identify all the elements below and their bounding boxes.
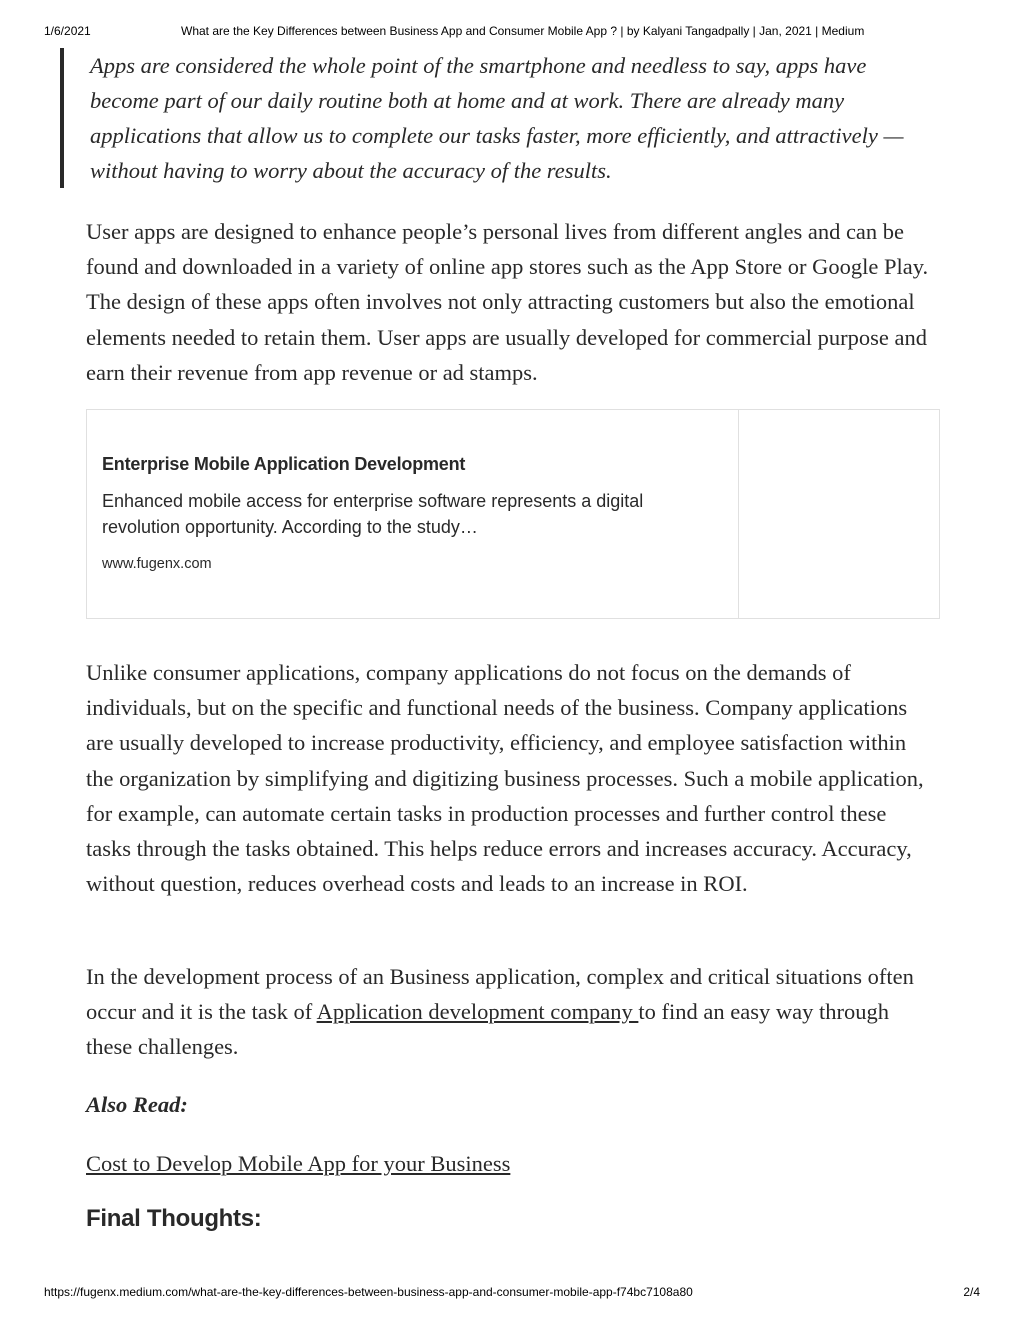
card-description: Enhanced mobile access for enterprise software represents a digital revolution opportunity. According to the study…	[102, 491, 644, 537]
print-title: What are the Key Differences between Business App and Consumer Mobile App ? | by Kalyani Tangadpally | Jan, 2021 | Medium	[181, 24, 865, 38]
paragraph-user-apps: User apps are designed to enhance people’s personal lives from different angles and can be found and downloaded in a variety of online app stores such as the App Store or Google Play. The design of these apps often involves not only attracting customers but also the emotional elements needed to retain them. User apps are usually developed for commercial purpose and earn their revenue from app revenue or ad stamps.	[86, 219, 929, 385]
print-url: https://fugenx.medium.com/what-are-the-key-differences-between-business-app-and-consumer-mobile-app-f74bc7108a80	[44, 1285, 693, 1299]
print-footer	[0, 1285, 1024, 1303]
paragraph-company-apps: Unlike consumer applications, company applications do not focus on the demands of individuals, but on the specific and functional needs of the business. Company applications are usually developed to increase productivity, efficiency, and employee satisfaction within the organization by simplifying and digitizing business processes. Such a mobile application, for example, can automate certain tasks in production processes and further control these tasks through the tasks obtained. This helps reduce errors and increases accuracy. Accuracy, without question, reduces overhead costs and leads to an increase in ROI.	[86, 660, 924, 897]
application-development-company-link[interactable]: Application development company	[316, 999, 639, 1025]
pull-quote: Apps are considered the whole point of the smartphone and needless to say, apps have become part of our daily routine both at home and at work. There are already many applications that allow us to complete our tasks faster, more efficiently, and attractively — without having to worry about the accuracy of the results.	[60, 48, 940, 188]
paragraph-text-after: to find an easy way through these challenges.	[86, 999, 889, 1060]
card-thumbnail	[738, 410, 939, 618]
card-title: Enterprise Mobile Application Development	[102, 454, 466, 474]
final-thoughts-heading: Final Thoughts:	[86, 1205, 262, 1232]
print-header	[0, 24, 1024, 42]
print-date: 1/6/2021	[44, 24, 91, 38]
page-number: 2/4	[963, 1285, 980, 1299]
card-domain: www.fugenx.com	[102, 556, 212, 572]
link-preview-card[interactable]	[86, 409, 940, 619]
paragraph-development	[86, 959, 936, 1065]
also-read-label: Also Read:	[86, 1092, 188, 1117]
related-article-link[interactable]: Cost to Develop Mobile App for your Business	[86, 1151, 511, 1176]
paragraph-text-before: In the development process of an Business application, complex and critical situations often occur and it is the task of	[86, 964, 914, 1025]
